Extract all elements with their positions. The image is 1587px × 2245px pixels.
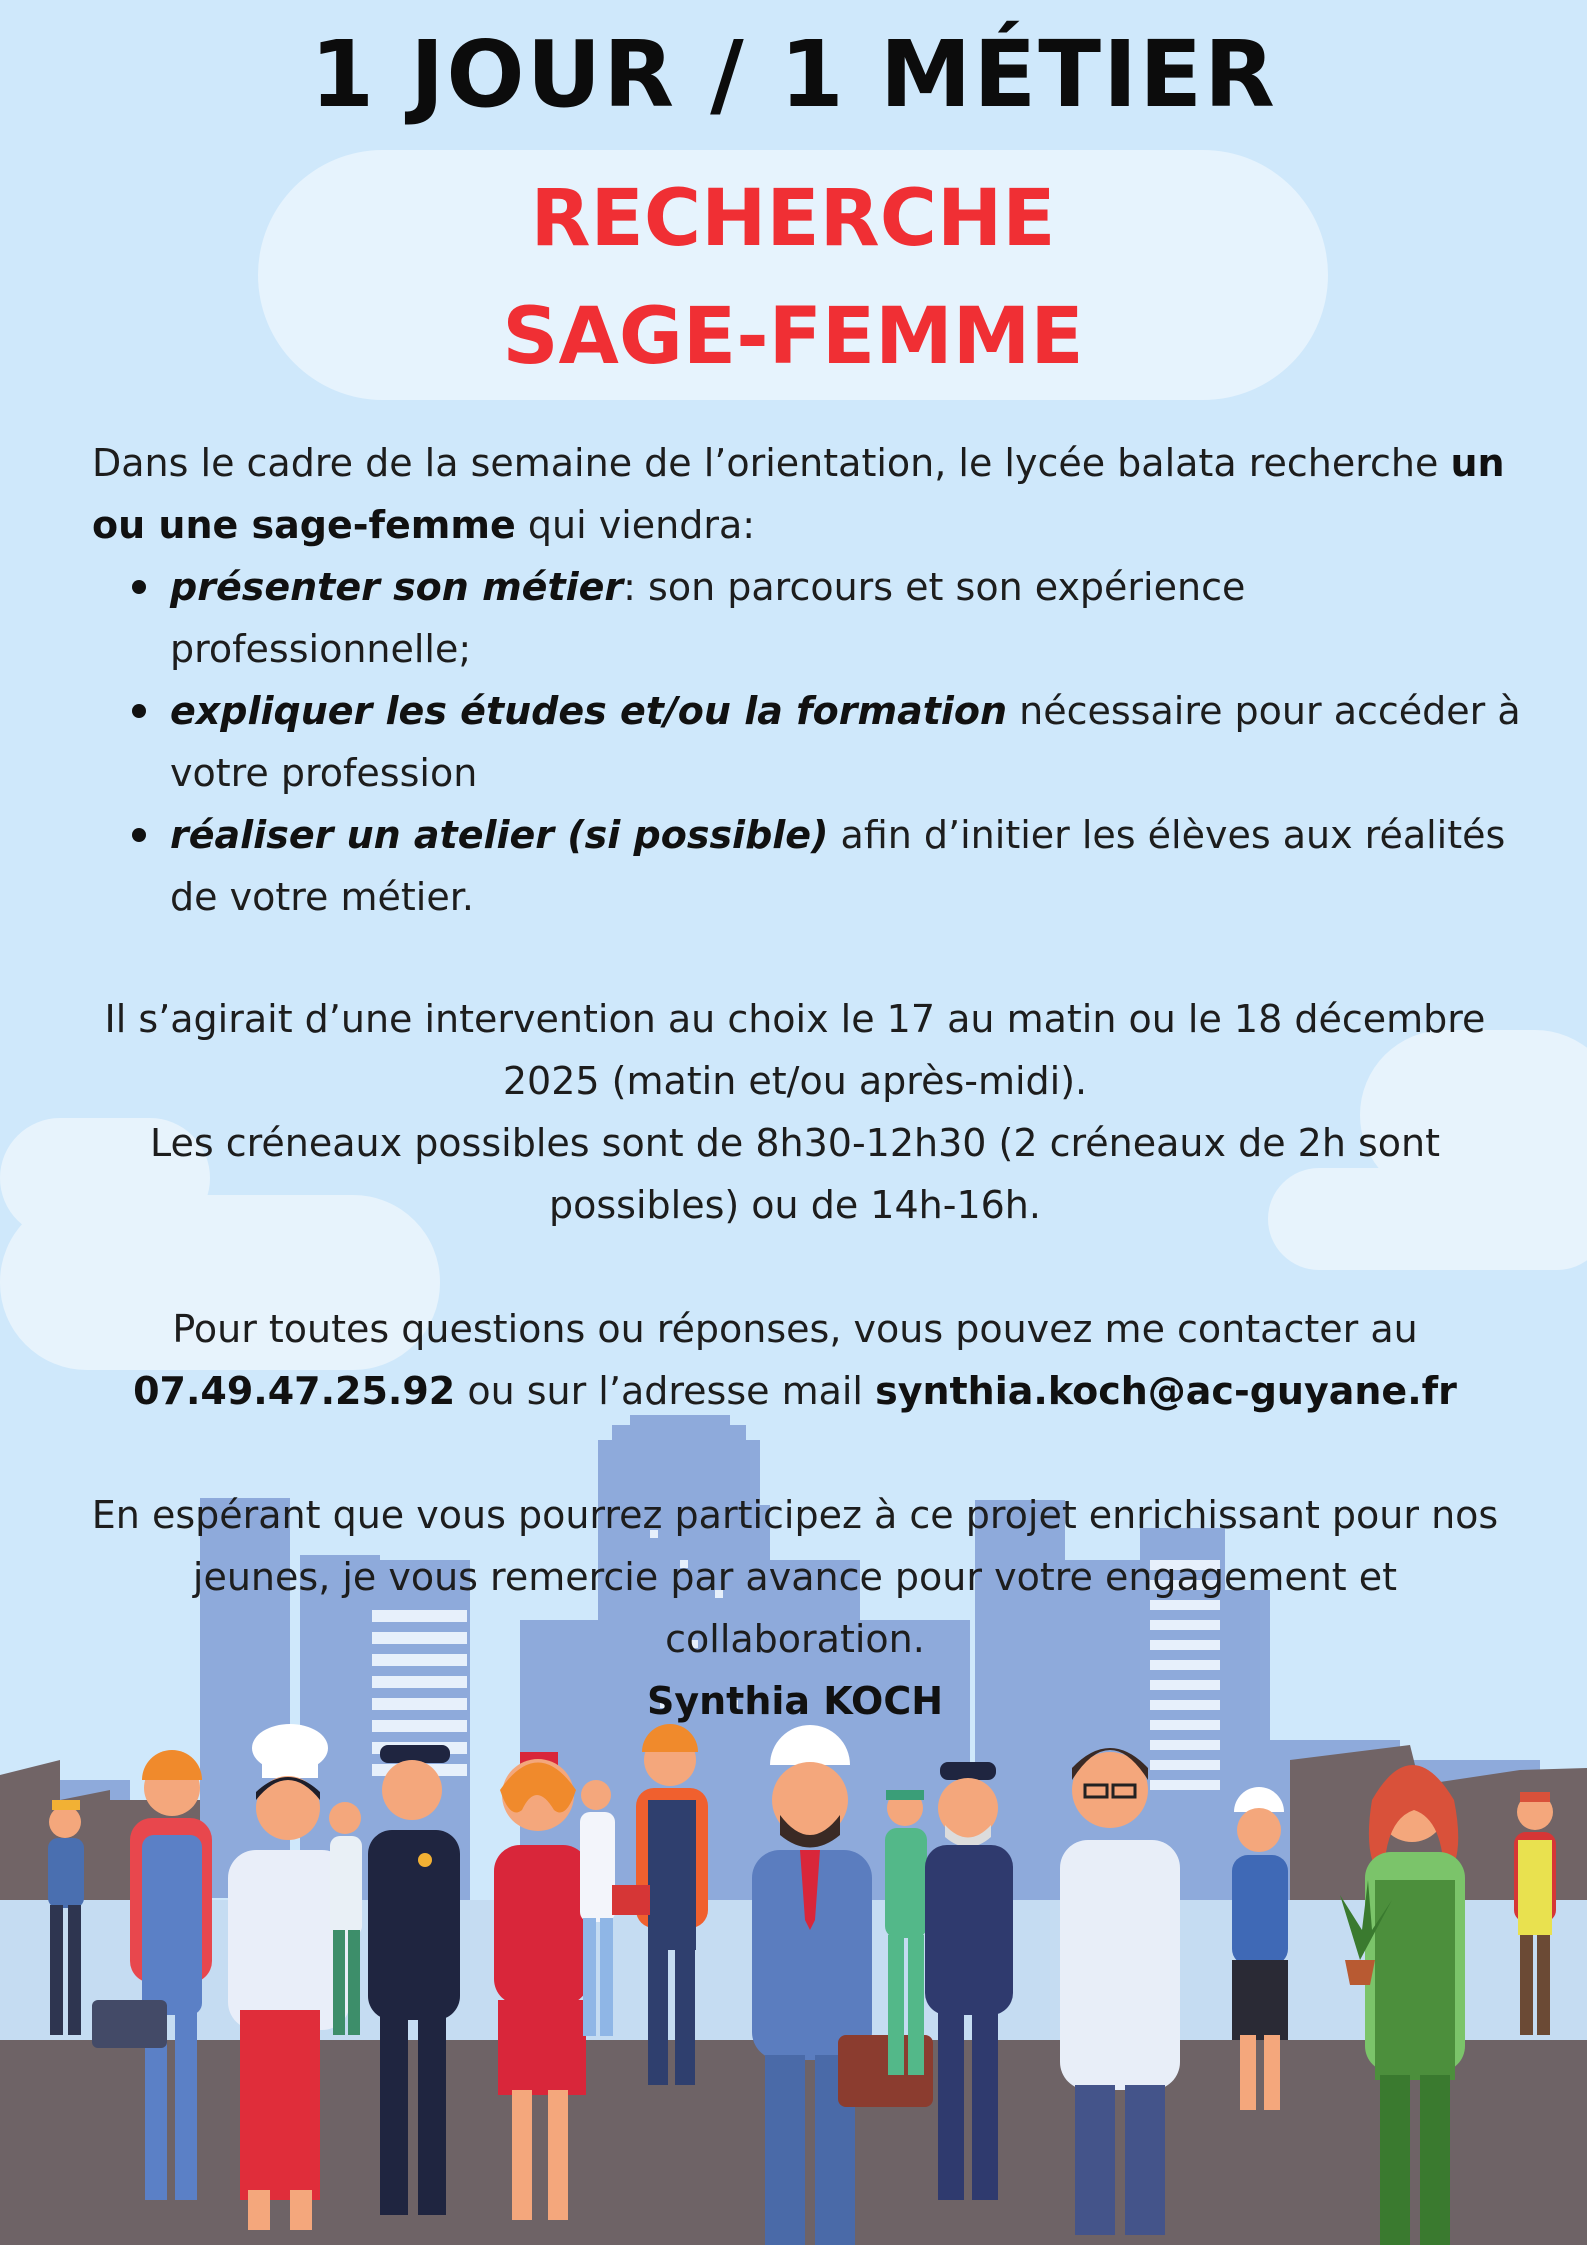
intro-emphasis: un ou une sage-femme	[92, 441, 1505, 547]
signature	[60, 1670, 1530, 1732]
contact-text: Pour toutes questions ou réponses, vous pouvez me contacter au	[172, 1307, 1418, 1351]
bullet-strong: présenter son métier	[170, 565, 624, 609]
bullet-text: afin d’initier les élèves aux réalités de votre métier.	[170, 813, 1506, 919]
closing-section	[60, 1484, 1530, 1732]
intro-section	[92, 432, 1522, 928]
headline	[258, 160, 1328, 396]
bullet-list	[92, 556, 1522, 928]
intro-text: Dans le cadre de la semaine de l’orientation, le lycée balata recherche	[92, 441, 1451, 485]
contact-email: synthia.koch@ac-guyane.fr	[875, 1369, 1457, 1413]
bullet-strong: réaliser un atelier (si possible)	[170, 813, 829, 857]
contact-section	[60, 1298, 1530, 1422]
headline-line-2: SAGE-FEMME	[502, 292, 1084, 382]
intro-paragraph	[92, 432, 1522, 556]
list-item	[92, 556, 1522, 680]
bullet-text: : son parcours et son expérience professionnelle;	[170, 565, 1246, 671]
intro-text-after: qui viendra:	[515, 503, 756, 547]
list-item	[92, 680, 1522, 804]
bullet-strong: expliquer les études et/ou la formation	[170, 689, 1008, 733]
list-item	[92, 804, 1522, 928]
signature-name: Synthia KOCH	[646, 1679, 944, 1723]
schedule-line-2: Les créneaux possibles sont de 8h30-12h30 (2 créneaux de 2h sont possibles) ou de 14h-16h.	[149, 1121, 1441, 1227]
bullet-text: nécessaire pour accéder à votre profession	[170, 689, 1521, 795]
schedule-section	[60, 988, 1530, 1236]
contact-phone: 07.49.47.25.92	[133, 1369, 456, 1413]
closing-text: En espérant que vous pourrez participez à ce projet enrichissant pour nos jeunes, je vous remercie par avance pour votre engagement et collaboration.	[91, 1493, 1499, 1661]
page-title: 1 JOUR / 1 MÉTIER	[310, 21, 1277, 128]
contact-text-middle: ou sur l’adresse mail	[455, 1369, 876, 1413]
schedule-line-1: Il s’agirait d’une intervention au choix le 17 au matin ou le 18 décembre 2025 (matin et/ou après-midi).	[104, 997, 1486, 1103]
headline-line-1: RECHERCHE	[530, 174, 1056, 264]
